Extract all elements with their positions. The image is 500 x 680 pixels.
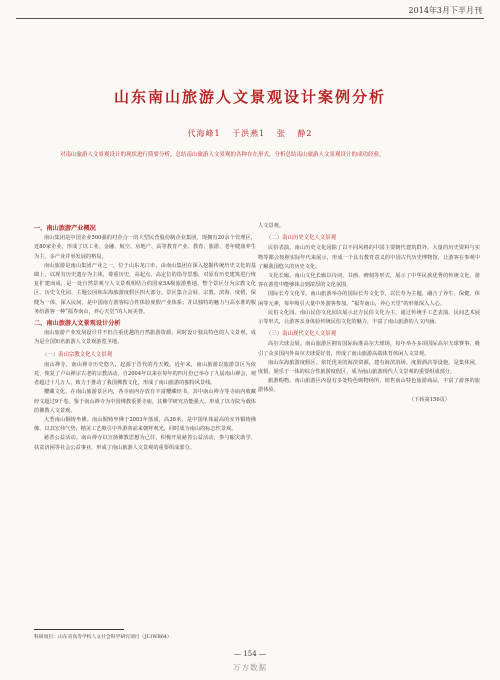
article-title: 山东南山旅游人文景观设计案例分析 bbox=[113, 88, 386, 106]
paragraph: 大型南山铜铸坐佛。南山铜铸坐佛于2003年落成，高38米，是中国单体最高的室外铜铸佛像。以其宏伟气势、精美工艺吸引中外游客前来朝拜观光，同时成为南山的标志性景观。 bbox=[34, 417, 256, 433]
subsection-heading: （一）南山宗教文化人文景观 bbox=[42, 351, 113, 358]
left-column bbox=[34, 222, 256, 453]
paragraph: 南山旅游产业发展设计并不但注重优越的自然旅游资源，同时设计独具特色的人文景观，成为是全国知名旅游人文景观游览圣地。 bbox=[34, 330, 256, 346]
funding-note: 科研项目：山东省高等学校人文社会科学研究项目（J13WB64） bbox=[34, 635, 172, 640]
subsection-heading: （三）南山现代文化人文景观 bbox=[266, 331, 337, 338]
footnote-rule bbox=[34, 629, 124, 630]
paragraph: 南山集团是中国企业500强的村企合一的大型民营股份制企业集团，现拥有20余个管理区，近80家企业，形成了以工业、金融、航空、房地产、高等教育产业、教育、旅游、老年健康养生为主，多产业并举发展的格局。 bbox=[34, 235, 256, 260]
author-list bbox=[0, 128, 500, 139]
continued-note: （下转第156页） bbox=[408, 396, 450, 403]
paragraph: 国际长寿文化节。南山旅游举办的国际长寿文化节，以长寿为主题，融合了养生、保健、休闲等元素，每年吸引大量中外游客参加。“福寿南山，养心天堂”的形象深入人心。 bbox=[258, 291, 480, 307]
author-1: 代海峰1 bbox=[187, 129, 221, 138]
subsection-heading: （二）南山历史文化人文景观 bbox=[266, 235, 337, 242]
paragraph: 南山禅寺，南山禅寺历史悠久，起源于晋代的丹天殿。近年来，南山旅游以旅游景区为依托，恢复了卢山禅宗古老的宗教活动。自2004年以来在每年的四月份已举办了九届南山禅会，观者超过十几万人，致力于推动了我国佛教文化，形成了南山旅游的独特风景线。 bbox=[34, 361, 256, 387]
issue-label: 2014年3月下半月刊 bbox=[408, 6, 482, 15]
abstract: 对南山旅游人文景观设计的现状进行简要分析，总结南山旅游人文景观的各种存在形式，分析总结南山旅游人文景观设计的成功经验。 bbox=[60, 152, 385, 158]
paragraph: 文化长廊。南山文化长廊以诗词、书画、碑刻等形式，展示了中华民族优秀的传统文化，游客在游览中能够体会到浓厚的文化氛围。 bbox=[258, 273, 480, 289]
paragraph: 民俗表演。南山历史文化园除了以不同风格的中国主要朝代建筑群外，大量的历史资料与实物等都会按照实际年代来展示，形成一个具有教育意义的中国古代历史博物馆，让游客在参观中了解我国悠久的历史文化。 bbox=[258, 245, 480, 270]
paragraph: 人文景观。 bbox=[258, 223, 284, 229]
watermark: 万方数据 bbox=[233, 663, 267, 672]
paragraph: 高尔夫球会展。南山旅游区拥有国际标准高尔夫球场，每年举办多项国际高尔夫球赛事，吸引了众多国内外高尔夫球爱好者，形成了南山旅游高端体育休闲人文景观。 bbox=[258, 341, 480, 357]
section-1-heading: 一、南山旅游产业概况 bbox=[34, 225, 96, 232]
paragraph: 旅游购物。南山旅游区内设有多处特色购物场所，销售南山特色旅游商品，丰富了游客的旅游体验。 bbox=[258, 378, 480, 394]
author-3: 张 静2 bbox=[276, 129, 313, 138]
paragraph: 樱藏文化。在南山旅游景区内，各寺庙内存放有丰富樱藏经书，其中南山禅寺等寺庙内收藏经文超过9千卷。鉴于南山禅寺为中国佛教重要寺庙，其佛学研究功能强大。形成了以寺院为载体的佛教人文景观。 bbox=[34, 389, 256, 414]
header-rule bbox=[16, 18, 484, 19]
paragraph: 南山旅游是南山集团产业之一，位于山东龙口市，由南山集团在深入挖掘传统历史文化的基础上，以现有历史遗存为主体，尊重历史，高起点、高定位的指导思想，对原有历史建筑进行恢复扩建而成，是一处自然景观与人文景观相结合的国家5A级旅游胜地。整个景区分为宗教文化区、历史文化园、主题公园和东海旅游度假区四大部分。景区集合会展、宗教、滨海、度假、保健为一体，深入民间，是中国南方游客综合性体验度假产业体系；并以独特的魅力与高水准的服务给游客一种“福寿南山，养心天堂”的人间美誉。 bbox=[34, 262, 256, 315]
paragraph: 民俗文化园。南山民俗文化园以展示北方民俗文化为主，通过传统手工艺表演、民间艺术展示等形式，让游客亲身体验传统民俗文化的魅力，丰富了南山旅游的人文内涵。 bbox=[258, 309, 480, 326]
paragraph: 南山东海旅游度假区。依托优美的海滨资源，建有海滨浴场、度假酒店等设施，是集休闲、度假、娱乐于一体的综合性旅游度假区，成为南山旅游现代人文景观的重要组成部分。 bbox=[258, 359, 480, 376]
section-2-heading: 二、南山旅游人文景观设计分析 bbox=[34, 320, 121, 328]
page-number: — 154 — bbox=[234, 650, 266, 658]
paragraph: 慈善公益活动。南山禅寺以宣扬佛教思想为己任，积极开展慈善公益活动，参与赈灾助学、扶贫济困等社会公益事业，形成了南山旅游人文景观的重要组成部分。 bbox=[34, 435, 256, 451]
right-column bbox=[258, 222, 480, 405]
author-2: 于洪燕1 bbox=[232, 129, 266, 138]
